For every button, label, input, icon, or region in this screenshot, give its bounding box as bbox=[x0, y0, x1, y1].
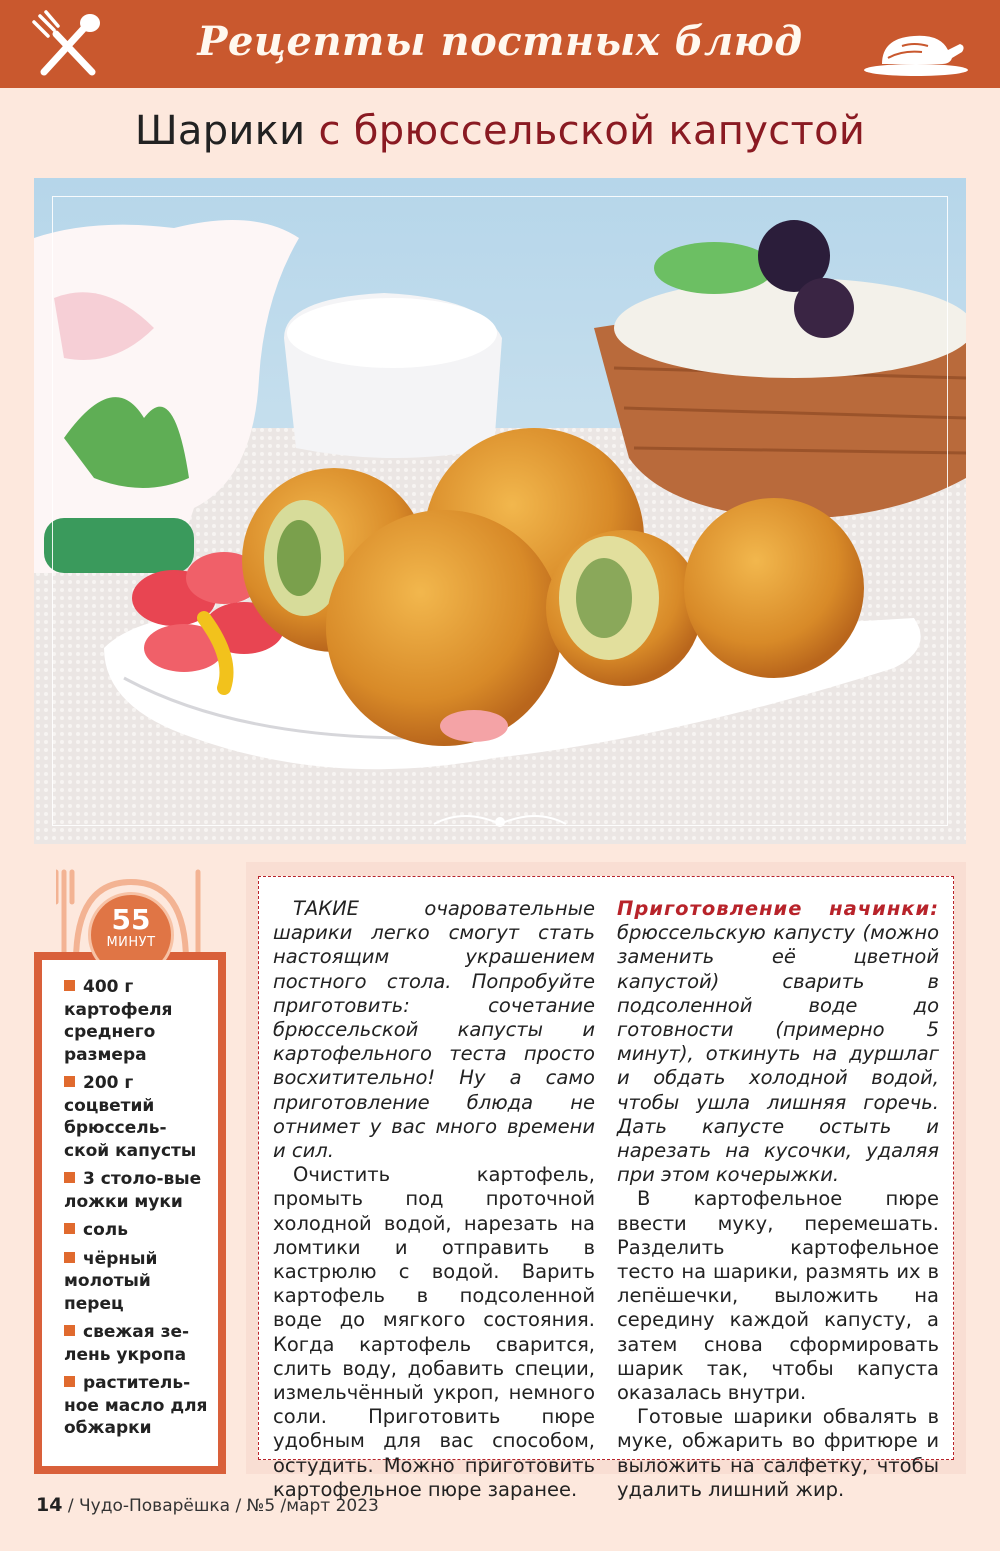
text-column-left bbox=[273, 897, 595, 1502]
bullet-icon bbox=[64, 1325, 75, 1336]
text-column-right bbox=[617, 897, 939, 1502]
step-paragraph: Готовые шарики обвалять в муке, обжарить во фритюре и выложить на салфетку, чтобы удалить лишний жир. bbox=[617, 1405, 939, 1501]
step-paragraph: В картофельное пюре ввести муку, перемешать. Разделить картофельное тесто на шарики, размять их в лепёшечки, выложить на середину каждой капусту, а затем снова сформировать шарик так, чтобы капуста оказалась внутри. bbox=[617, 1187, 939, 1405]
ingredient-item: соль bbox=[64, 1219, 208, 1242]
ingredient-item: 200 г соцветий брюссель-ской капусты bbox=[64, 1073, 197, 1161]
recipe-text-box bbox=[258, 876, 954, 1501]
ingredients-sidebar bbox=[34, 862, 226, 1474]
photo-frame bbox=[52, 196, 948, 826]
section-title: Рецепты постных блюд bbox=[197, 18, 803, 65]
ingredient-item: 400 г картофеля среднего размера bbox=[64, 977, 173, 1065]
dish-photo bbox=[34, 178, 966, 844]
page-number: 14 bbox=[36, 1494, 63, 1516]
ingredient-item: 3 столо-вые ложки муки bbox=[64, 1169, 202, 1212]
recipe-text-panel bbox=[246, 862, 966, 1501]
page-footer bbox=[36, 1494, 379, 1516]
recipe-title-accent: с брюссельской капустой bbox=[318, 108, 866, 154]
bullet-icon bbox=[64, 1223, 75, 1234]
bullet-icon bbox=[64, 1252, 75, 1263]
intro-paragraph: ТАКИЕ очаровательные шарики легко смогут стать настоящим украшением постного стола. Попробуйте приготовить: сочетание брюссельской капусты и картофельного теста просто восхитительно! Ну а само приготовление блюда не отнимет у вас много времени и сил. bbox=[273, 897, 595, 1163]
bullet-icon bbox=[64, 1376, 75, 1387]
filling-paragraph bbox=[617, 897, 939, 1187]
ingredient-item: раститель-ное масло для обжарки bbox=[64, 1373, 208, 1438]
bullet-icon bbox=[64, 1172, 75, 1183]
filling-text: брюссельскую капусту (можно заменить её цветной капустой) сварить в подсоленной воде до готовности (примерно 5 минут), откинуть на дуршлаг и обдать холодной водой, чтобы ушла лишняя горечь. Дать капусте остыть и нарезать на кусочки, удаляя при этом кочерыжки. bbox=[617, 921, 939, 1187]
bullet-icon bbox=[64, 980, 75, 991]
cooking-time-value: 55 bbox=[111, 903, 151, 936]
bullet-icon bbox=[64, 1076, 75, 1087]
step-paragraph: Очистить картофель, промыть под проточной холодной водой, нарезать на ломтики и отправить в кастрюлю с водой. Варить картофель в подсоленной воде до мягкого состояния. Когда картофель сварится, слить воду, добавить специи, измельчённый укроп, немного соли. Приготовить пюре удобным для вас способом, остудить. Можно приготовить картофельное пюре заранее. bbox=[273, 1163, 595, 1501]
roast-chicken-icon bbox=[862, 24, 970, 80]
recipe-title bbox=[0, 108, 1000, 154]
recipe-title-main: Шарики bbox=[134, 108, 306, 154]
ingredients-list bbox=[42, 960, 218, 1466]
ingredient-item: чёрный молотый перец bbox=[64, 1248, 158, 1314]
magazine-info: / Чудо-Поварёшка / №5 /март 2023 bbox=[62, 1496, 379, 1516]
ingredient-item: свежая зе-лень укропа bbox=[64, 1322, 190, 1365]
filling-subhead: Приготовление начинки: bbox=[617, 897, 939, 920]
cooking-time-unit: МИНУТ bbox=[106, 935, 156, 950]
section-header bbox=[0, 0, 1000, 88]
